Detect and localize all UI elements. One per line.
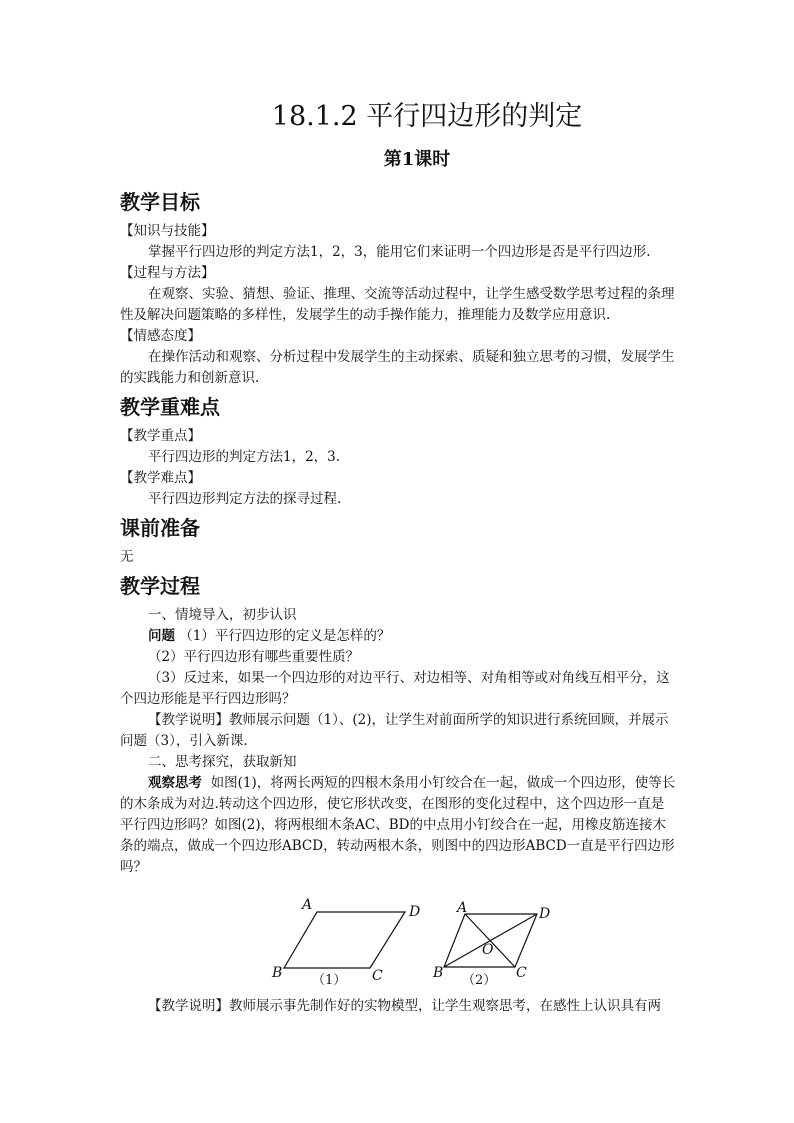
text-key: 平行四边形的判定方法1，2，3.	[148, 449, 341, 465]
teaching-note-2	[120, 996, 676, 1017]
fig2-label-A: A	[457, 900, 468, 916]
text-difficulty: 平行四边形判定方法的探寻过程.	[148, 491, 342, 507]
question-1	[120, 626, 676, 647]
note-text: 教师展示问题（1）、(2)，让学生对前面所学的知识进行系统回顾，并展示问题（3），引入新课.	[120, 712, 669, 749]
label-process-method: 【过程与方法】	[120, 265, 215, 281]
question-1-text: （1）平行四边形的定义是怎样的？	[179, 628, 391, 644]
question-2: （2）平行四边形有哪些重要性质？	[148, 649, 360, 665]
fig1-label-B: B	[272, 965, 283, 981]
page-title: 18.1.2 平行四边形的判定	[271, 101, 583, 132]
teaching-note-1	[120, 710, 676, 752]
text-knowledge: 掌握平行四边形的判定方法1，2，3，能用它们来证明一个四边形是否是平行四边形.	[148, 244, 651, 260]
fig1-caption: （1）	[312, 973, 347, 988]
heading-preparation: 课前准备	[120, 516, 200, 540]
label-key: 【教学重点】	[120, 428, 201, 444]
text-preparation: 无	[120, 549, 134, 565]
text-process-method: 在观察、实验、猜想、验证、推理、交流等活动过程中，让学生感受数学思考过程的条理性及解决问题策略的多样性，发展学生的动手操作能力，推理能力及数学应用意识.	[120, 286, 675, 323]
heading-key-points: 教学重难点	[120, 395, 220, 419]
note2-text: 教师展示事先制作好的实物模型，让学生观察思考，在感性上认识具有两	[229, 998, 661, 1014]
observe-think	[120, 773, 676, 878]
fig2-label-C: C	[516, 965, 527, 981]
question-label: 问题	[148, 628, 175, 644]
note2-label: 【教学说明】	[148, 998, 229, 1014]
figures-svg	[120, 888, 676, 988]
page-subtitle: 第1课时	[383, 149, 451, 170]
section-explore: 二、思考探究，获取新知	[148, 754, 297, 770]
question-3: （3）反过来，如果一个四边形的对边平行、对边相等、对角相等或对角线互相平分，这个四边形能是平行四边形吗？	[120, 670, 670, 707]
fig2-diagonal-BD	[444, 914, 537, 967]
document-body	[120, 184, 676, 1017]
fig2-label-O: O	[482, 942, 494, 958]
observe-label: 观察思考	[148, 775, 202, 791]
label-emotion: 【情感态度】	[120, 328, 201, 344]
fig2-label-B: B	[433, 965, 444, 981]
label-knowledge: 【知识与技能】	[120, 223, 215, 239]
heading-goals: 教学目标	[120, 190, 200, 214]
fig1-label-A: A	[302, 897, 313, 913]
fig1-parallelogram	[284, 912, 405, 968]
section-intro: 一、情境导入，初步认识	[148, 607, 297, 623]
fig1-label-C: C	[372, 968, 383, 984]
observe-text: 如图(1)，将两长两短的四根木条用小钉绞合在一起，做成一个四边形，使等长的木条成为对边.转动这个四边形，使它形状改变，在图形的变化过程中，这个四边形一直是平行四边形吗？如图(2)，将两根细木条AC、BD的中点用小钉绞合在一起，用橡皮筋连接木条的端点，做成一个四边形ABCD，转动两根木条，则图中的四边形ABCD一直是平行四边形吗？	[120, 775, 676, 875]
parallelogram-figures	[120, 888, 676, 988]
text-emotion: 在操作活动和观察、分析过程中发展学生的主动探索、质疑和独立思考的习惯，发展学生的实践能力和创新意识.	[120, 349, 675, 386]
label-difficulty: 【教学难点】	[120, 470, 201, 486]
note-label: 【教学说明】	[148, 712, 229, 728]
fig2-caption: （2）	[462, 973, 497, 988]
fig1-label-D: D	[409, 904, 421, 920]
fig2-label-D: D	[539, 906, 551, 922]
heading-process: 教学过程	[120, 574, 200, 598]
